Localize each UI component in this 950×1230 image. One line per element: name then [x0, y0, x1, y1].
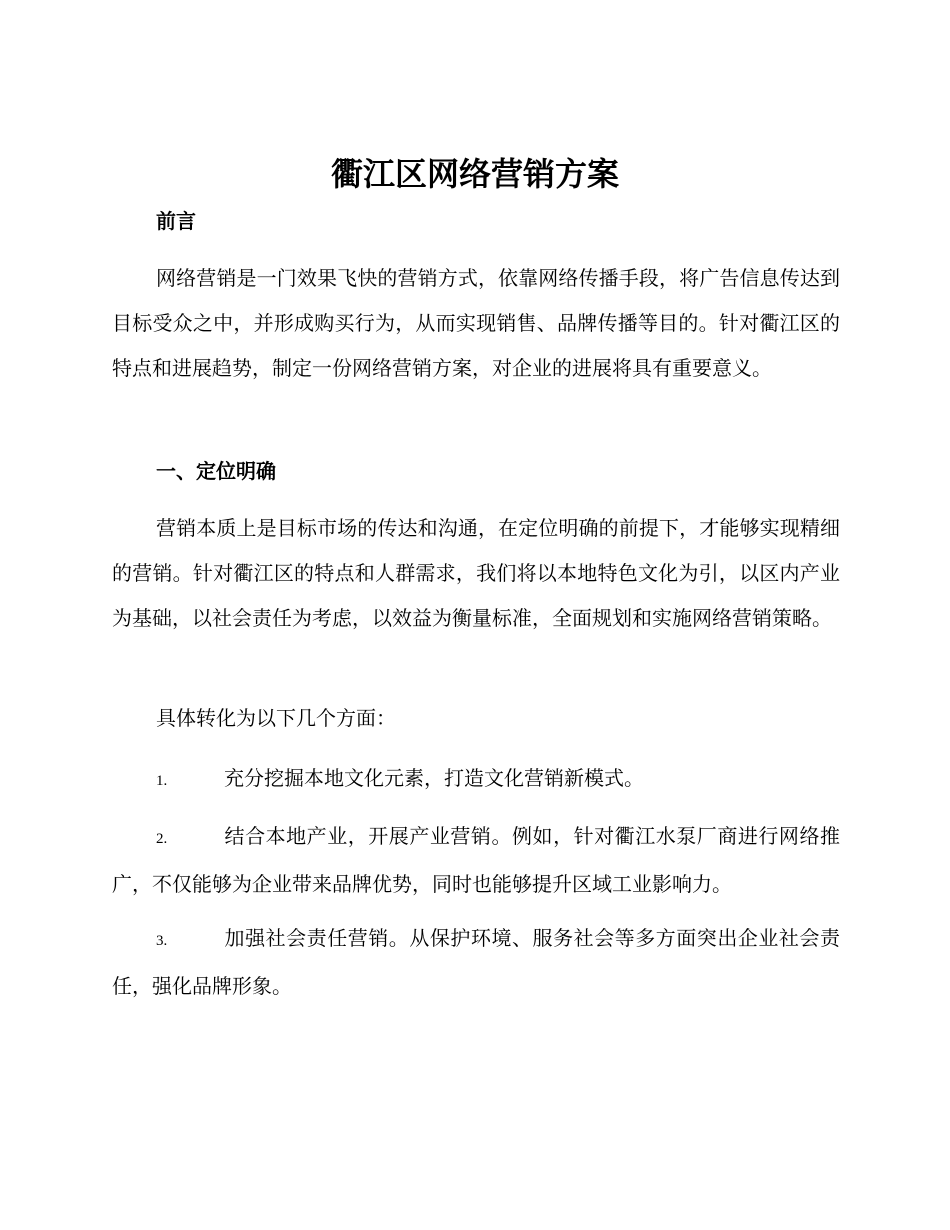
list-item-number: 3.	[156, 933, 168, 949]
document-title: 衢江区网络营销方案	[330, 155, 619, 193]
list-item	[112, 756, 840, 804]
list-item	[112, 916, 840, 1009]
section-heading-positioning: 一、定位明确	[156, 459, 276, 483]
list-item-text: 结合本地产业，开展产业营销。例如，针对衢江水泵厂商进行网络推广，不仅能够为企业带来品牌优势，同时也能够提升区域工业影响力。	[112, 824, 840, 896]
list-item	[112, 814, 840, 907]
positioning-paragraph: 营销本质上是目标市场的传达和沟通，在定位明确的前提下，才能够实现精细的营销。针对衢江区的特点和人群需求，我们将以本地特色文化为引，以区内产业为基础，以社会责任为考虑，以效益为衡量标准，全面规划和实施网络营销策略。	[112, 516, 840, 630]
list-item-number: 1.	[156, 773, 168, 789]
list-item-text: 加强社会责任营销。从保护环境、服务社会等多方面突出企业社会责任，强化品牌形象。	[112, 926, 840, 998]
list-item-text: 充分挖掘本地文化元素，打造文化营销新模式。	[224, 766, 644, 790]
list-item-number: 2.	[156, 831, 168, 847]
section-heading-preface: 前言	[156, 209, 196, 233]
list-intro-paragraph: 具体转化为以下几个方面：	[156, 706, 396, 730]
preface-paragraph: 网络营销是一门效果飞快的营销方式，依靠网络传播手段，将广告信息传达到目标受众之中，并形成购买行为，从而实现销售、品牌传播等目的。针对衢江区的特点和进展趋势，制定一份网络营销方案，对企业的进展将具有重要意义。	[112, 266, 840, 380]
